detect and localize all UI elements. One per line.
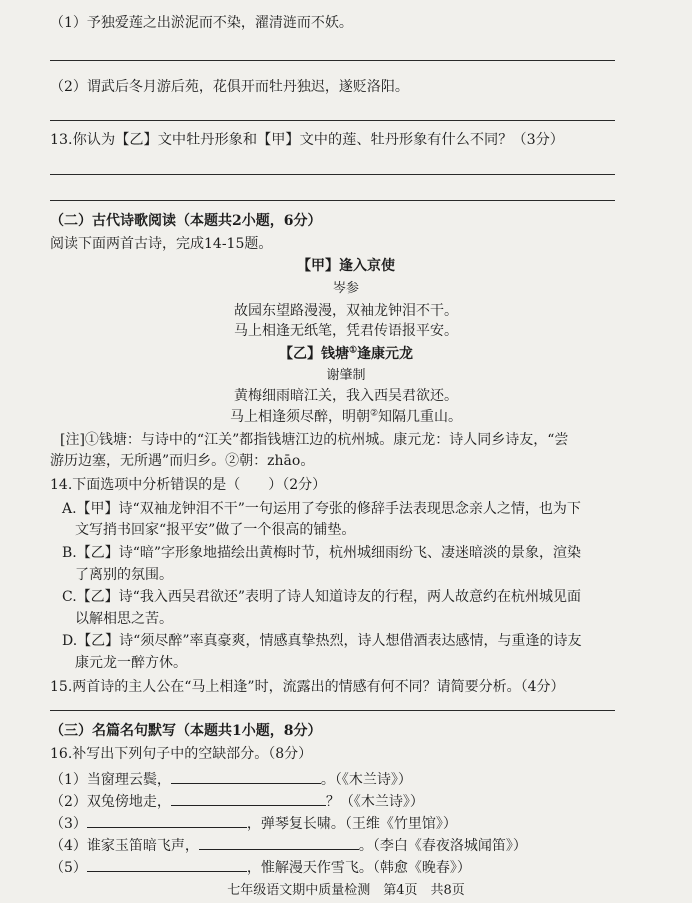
poem-b-line-1: 黄梅细雨暗江关，我入西吴君欲还。 [234, 388, 458, 404]
section-2-title: （二）古代诗歌阅读（本题共2小题，6分） [50, 213, 322, 229]
question-16: 16.补写出下列句子中的空缺部分。（8分） [50, 746, 313, 762]
fill-item-5-source: ，惟解漫天作雪飞。（韩愈《晚春》） [246, 860, 471, 876]
fill-item-4-source: 。（李白《春夜洛城闻笛》） [358, 838, 527, 854]
poem-a-author: 岑参 [332, 281, 359, 296]
translate-item-1: （1）予独爱莲之出淤泥而不染，濯清涟而不妖。 [50, 15, 353, 31]
fill-item-3-prompt: （3） [50, 816, 87, 832]
question-13: 13.你认为【乙】文中牡丹形象和【甲】文中的莲、牡丹形象有什么不同？（3分） [50, 132, 564, 148]
fill-blank-2[interactable] [171, 791, 326, 806]
poem-b-title-text-2: 逢康元龙 [357, 346, 414, 362]
option-c-line-2: 以解相思之苦。 [75, 611, 173, 627]
fill-blank-1[interactable] [171, 769, 321, 784]
poem-b-line-2 [0, 408, 692, 426]
poem-b-title-text: 【乙】钱塘 [278, 346, 349, 362]
option-a-line-2: 文写捎书回家“报平安”做了一个很高的铺垫。 [75, 522, 356, 538]
option-b-line-1: B.【乙】诗“暗”字形象地描绘出黄梅时节，杭州城细雨纷飞、凄迷暗淡的景象，渲染 [62, 545, 582, 561]
answer-line [50, 200, 615, 201]
poem-b-author: 谢肇制 [326, 368, 366, 383]
fill-item-5 [50, 857, 471, 877]
poem-a-line-1: 故园东望路漫漫，双袖龙钟泪不干。 [234, 303, 458, 319]
section-3-title: （三）名篇名句默写（本题共1小题，8分） [50, 723, 322, 739]
note-line-2: 游历边塞，无所遇”而归乡。②朝：zhāo。 [50, 453, 315, 469]
answer-line [50, 120, 615, 121]
answer-line [50, 174, 615, 175]
note-line-1: [注]①钱塘：与诗中的“江关”都指钱塘江边的杭州城。康元龙：诗人同乡诗友，“尝 [60, 432, 569, 448]
fill-item-2-source: ？（《木兰诗》） [325, 794, 424, 810]
fill-item-1-prompt: （1）当窗理云鬓， [50, 772, 171, 788]
fill-blank-4[interactable] [199, 835, 359, 850]
poem-a-title: 【甲】逢入京使 [297, 258, 395, 274]
section-2-instruction: 阅读下面两首古诗，完成14-15题。 [50, 236, 273, 252]
fill-item-3 [50, 813, 457, 833]
fill-item-1-source: 。（《木兰诗》） [320, 772, 412, 788]
fill-item-4 [50, 835, 527, 855]
fill-item-5-prompt: （5） [50, 860, 87, 876]
option-b-line-2: 了离别的氛围。 [75, 567, 173, 583]
page-footer: 七年级语文期中质量检测 第4页 共8页 [227, 883, 465, 898]
fill-item-3-source: ，弹琴复长啸。（王维《竹里馆》） [246, 816, 457, 832]
question-15: 15.两首诗的主人公在“马上相逢”时，流露出的情感有何不同？请简要分析。（4分） [50, 679, 565, 695]
option-a-line-1: A.【甲】诗“双袖龙钟泪不干”一句运用了夸张的修辞手法表现思念亲人之情，也为下 [62, 501, 581, 517]
answer-line [50, 710, 615, 711]
footnote-marker-1: ① [348, 345, 358, 356]
poem-b-line-2-text: 马上相逢须尽醉，明朝 [229, 409, 370, 425]
poem-b-title [0, 345, 692, 363]
fill-item-2-prompt: （2）双兔傍地走， [50, 794, 171, 810]
question-14: 14.下面选项中分析错误的是（ ）（2分） [50, 477, 327, 493]
translate-item-2: （2）谓武后冬月游后苑，花俱开而牡丹独迟，遂贬洛阳。 [50, 79, 409, 95]
footnote-marker-2: ② [369, 408, 379, 419]
poem-b-line-2-text-2: 知隔几重山。 [378, 409, 463, 425]
answer-line [50, 60, 615, 61]
fill-item-1 [50, 769, 412, 789]
fill-blank-5[interactable] [87, 857, 247, 872]
fill-item-2 [50, 791, 424, 811]
option-d-line-2: 康元龙一醉方休。 [75, 655, 187, 671]
poem-a-line-2: 马上相逢无纸笔，凭君传语报平安。 [234, 323, 458, 339]
option-d-line-1: D.【乙】诗“须尽醉”率真豪爽，情感真挚热烈，诗人想借酒表达感情，与重逢的诗友 [62, 633, 582, 649]
option-c-line-1: C.【乙】诗“我入西吴君欲还”表明了诗人知道诗友的行程，两人故意约在杭州城见面 [62, 589, 581, 605]
fill-blank-3[interactable] [87, 813, 247, 828]
fill-item-4-prompt: （4）谁家玉笛暗飞声， [50, 838, 199, 854]
